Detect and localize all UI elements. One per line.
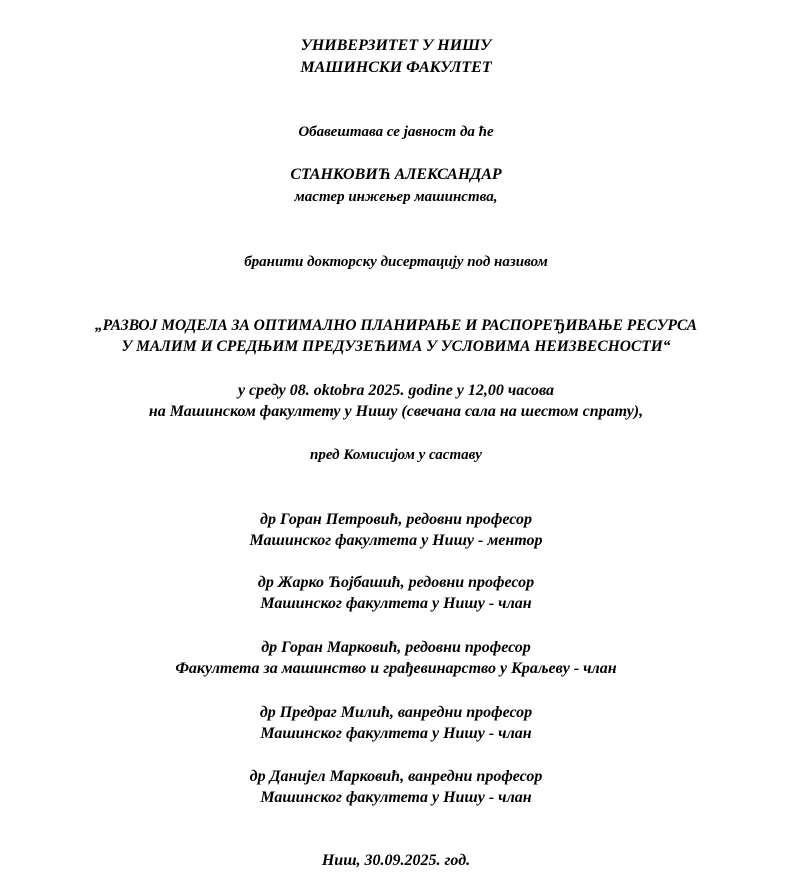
faculty-heading: МАШИНСКИ ФАКУЛТЕТ bbox=[300, 59, 492, 76]
committee-member-3-affiliation: Факултета за машинство и грађевинарство у Краљеву - члан bbox=[175, 660, 617, 677]
committee-member-4-affiliation: Машинског факултета у Нишу - члан bbox=[260, 725, 532, 742]
event-datetime: у среду 08. oktobra 2025. godine у 12,00 часова bbox=[237, 382, 555, 399]
dissertation-title-line-2: У МАЛИМ И СРЕДЊИМ ПРЕДУЗЕЋИМА У УСЛОВИМА НЕИЗВЕСНОСТИ“ bbox=[121, 338, 671, 355]
committee-member-5-name: др Данијел Марковић, ванредни професор bbox=[249, 768, 543, 785]
committee-member-2-name: др Жарко Ћојбашић, редовни професор bbox=[257, 574, 535, 591]
event-location: на Машинском факултету у Нишу (свечана сала на шестом спрату), bbox=[148, 403, 644, 420]
committee-member-2-affiliation: Машинског факултета у Нишу - члан bbox=[260, 595, 532, 612]
candidate-title: мастер инжењер машинства, bbox=[294, 189, 498, 205]
committee-intro: пред Комисијом у саставу bbox=[310, 447, 482, 463]
university-heading: УНИВЕРЗИТЕТ У НИШУ bbox=[300, 37, 492, 54]
defend-phrase: бранити докторску дисертацију под називом bbox=[244, 254, 548, 270]
committee-member-1-name: др Горан Петровић, редовни професор bbox=[260, 511, 532, 528]
announcement-intro: Обавештава се јавност да ће bbox=[298, 124, 494, 140]
dissertation-title-line-1: „РАЗВОЈ МОДЕЛА ЗА ОПТИМАЛНО ПЛАНИРАЊЕ И РАСПОРЕЂИВАЊЕ РЕСУРСА bbox=[94, 317, 698, 334]
committee-member-3-name: др Горан Марковић, редовни професор bbox=[261, 639, 531, 656]
committee-member-1-affiliation: Машинског факултета у Нишу - ментор bbox=[249, 532, 543, 549]
committee-member-5-affiliation: Машинског факултета у Нишу - члан bbox=[260, 789, 532, 806]
candidate-name: СТАНКОВИЋ АЛЕКСАНДАР bbox=[290, 166, 502, 183]
place-date: Ниш, 30.09.2025. год. bbox=[321, 852, 471, 869]
committee-member-4-name: др Предраг Милић, ванредни професор bbox=[259, 704, 533, 721]
